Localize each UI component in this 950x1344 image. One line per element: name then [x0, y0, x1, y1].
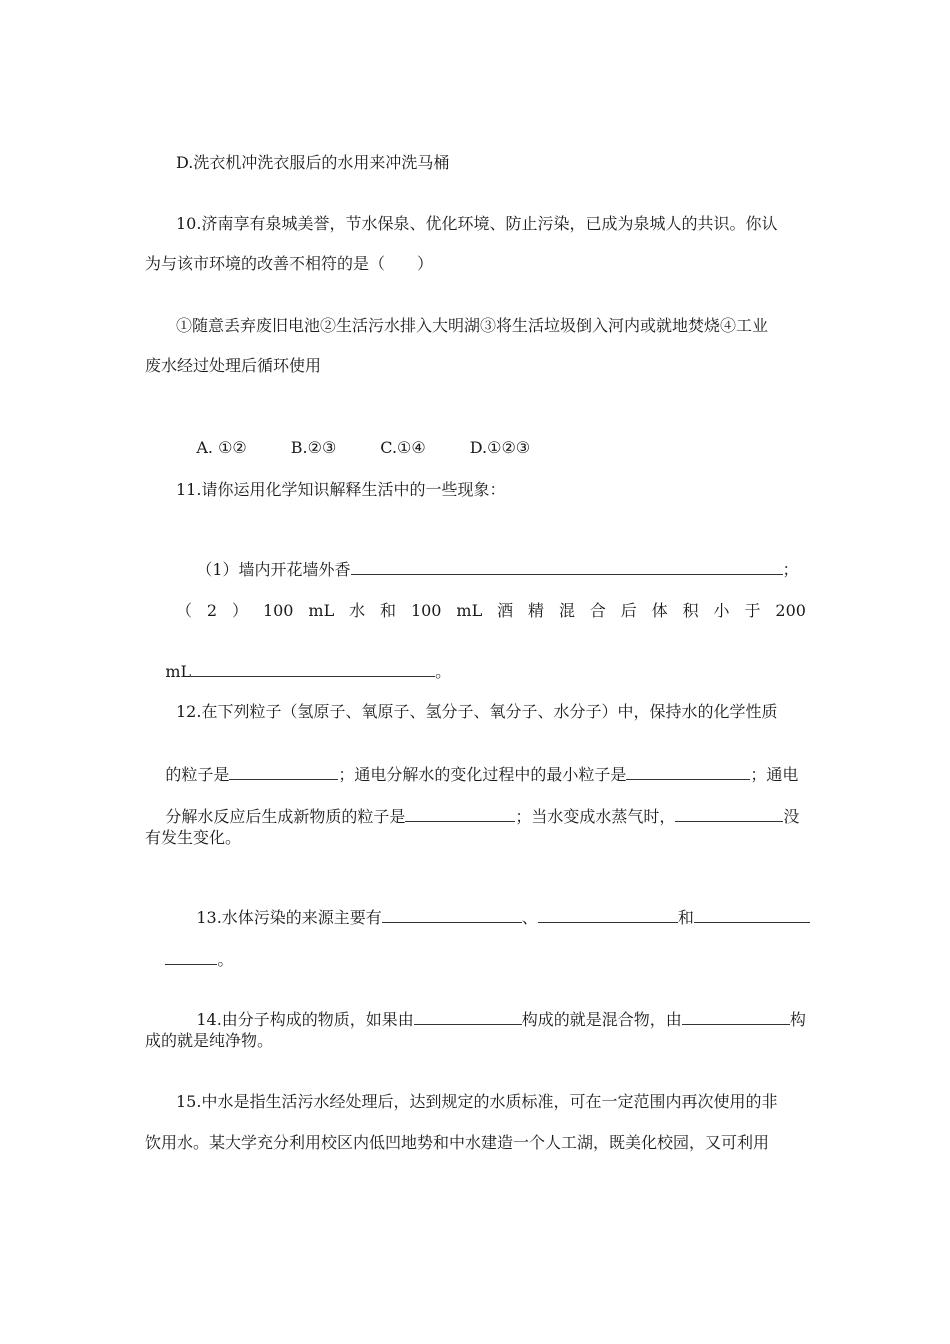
- q11-part2-token: 100: [410, 601, 442, 620]
- q10-options: [176, 418, 574, 478]
- q14-text: 14.由分子构成的物质，如果由: [196, 1010, 414, 1029]
- q12-blank-4[interactable]: [675, 807, 783, 822]
- q10-items-line1: ①随意丢弃废旧电池②生活污水排入大明湖③将生活垃圾倒入河内或就地焚烧④工业: [176, 316, 769, 335]
- q13-text: 。: [217, 950, 234, 969]
- q12-text: 的粒子是: [165, 765, 230, 784]
- q13-line1: [176, 888, 806, 948]
- q11-part2-token: 和: [380, 601, 397, 620]
- q10-items-line2: 废水经过处理后循环使用: [145, 356, 322, 375]
- q11-part2-unit: mL: [165, 662, 192, 681]
- q10-option-b: B.②③: [290, 438, 337, 457]
- q11-part2-token: 小: [713, 601, 730, 620]
- q11-part2-token: mL: [308, 601, 335, 620]
- q12-line3: [145, 787, 799, 847]
- q11-part2-token: 混: [558, 601, 575, 620]
- q12-text: 分解水反应后生成新物质的粒子是: [165, 807, 406, 826]
- q11-part2-token: 合: [589, 601, 606, 620]
- q13-text: 13.水体污染的来源主要有: [196, 908, 382, 927]
- q11-part2-token: 体: [651, 601, 668, 620]
- q12-stem-line1: 12.在下列粒子（氢原子、氧原子、氢分子、氧分子、水分子）中，保持水的化学性质: [176, 702, 778, 721]
- q13-line2: [145, 930, 233, 990]
- q13-blank-1[interactable]: [382, 908, 522, 923]
- q11-part2-token: 积: [682, 601, 699, 620]
- q13-blank-3[interactable]: [694, 908, 810, 923]
- q14-text: 构成的就是混合物，由: [521, 1010, 682, 1029]
- q10-option-a: A. ①②: [196, 438, 247, 457]
- q13-blank-2[interactable]: [538, 908, 678, 923]
- q11-part2-token: 后: [620, 601, 637, 620]
- q10-stem-line2: 为与该市环境的改善不相符的是（ ）: [145, 254, 434, 273]
- q11-part1-blank[interactable]: [351, 560, 783, 575]
- q14-blank-2[interactable]: [682, 1010, 790, 1025]
- q12-line4: 有发生变化。: [145, 828, 242, 847]
- q11-part1-end: ；: [782, 560, 799, 579]
- q11-part2-line1: [176, 601, 806, 621]
- q11-part2-token: 水: [349, 601, 366, 620]
- q10-stem-line1: 10.济南享有泉城美誉，节水保泉、优化环境、防止污染，已成为泉城人的共识。你认: [176, 214, 778, 233]
- q9-option-d: D.洗衣机冲洗衣服后的水用来冲洗马桶: [176, 153, 450, 172]
- q12-text: ；当水变成水蒸气时，: [515, 807, 676, 826]
- q11-part1-text: （1）墙内开花墙外香: [196, 560, 351, 579]
- q12-text: 没: [783, 807, 800, 826]
- q15-line1: 15.中水是指生活污水经处理后，达到规定的水质标准，可在一定范围内再次使用的非: [176, 1092, 778, 1111]
- q11-part2-token: 200: [775, 601, 806, 620]
- q10-option-c: C.①④: [380, 438, 426, 457]
- q11-part2-token: （: [176, 601, 193, 620]
- q11-part2-line2: [145, 642, 451, 702]
- q11-part2-token: 2: [206, 601, 218, 620]
- q12-text: ；通电: [750, 765, 799, 784]
- q12-blank-1[interactable]: [229, 765, 338, 780]
- q12-blank-3[interactable]: [405, 807, 515, 822]
- q11-stem: 11.请你运用化学知识解释生活中的一些现象：: [176, 480, 506, 499]
- q15-line2: 饮用水。某大学充分利用校区内低凹地势和中水建造一个人工湖，既美化校园，又可利用: [145, 1133, 770, 1152]
- q12-blank-2[interactable]: [626, 765, 750, 780]
- q14-blank-1[interactable]: [414, 1010, 522, 1025]
- q13-text: 和: [677, 908, 694, 927]
- q11-part2-token: 于: [744, 601, 761, 620]
- q11-part2-end: 。: [435, 662, 452, 681]
- q11-part2-token: 精: [528, 601, 545, 620]
- q13-text: 、: [521, 908, 538, 927]
- q11-part2-blank[interactable]: [191, 662, 435, 677]
- q11-part2-token: 100: [262, 601, 294, 620]
- q10-option-d: D.①②③: [469, 438, 531, 457]
- q11-part2-token: ）: [232, 601, 249, 620]
- q11-part2-token: 酒: [497, 601, 514, 620]
- q14-text: 构: [789, 1010, 806, 1029]
- q12-text: ；通电分解水的变化过程中的最小粒子是: [338, 765, 627, 784]
- q11-part2-token: mL: [456, 601, 483, 620]
- q13-blank-3-cont[interactable]: [165, 950, 217, 965]
- q14-line2: 成的就是纯净物。: [145, 1031, 274, 1050]
- q11-part1: [176, 540, 799, 600]
